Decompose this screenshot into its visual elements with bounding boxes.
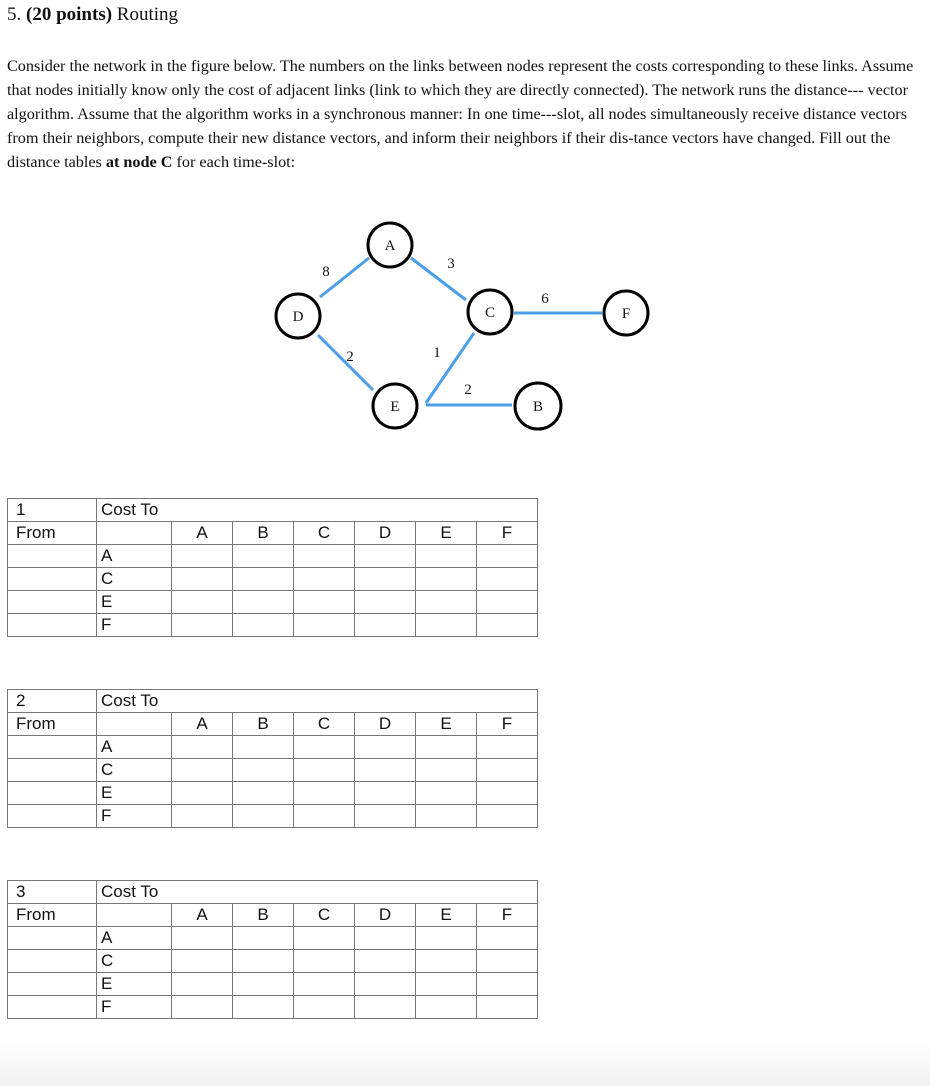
distance-table-slot-1 (7, 498, 538, 637)
row-header: C (97, 950, 172, 973)
table-row (8, 614, 538, 637)
question-points: (20 points) (26, 4, 113, 25)
table-cell[interactable] (477, 614, 538, 637)
cost-to-header: Cost To (97, 881, 538, 904)
slot-number: 3 (8, 881, 97, 904)
table-cell[interactable] (294, 996, 355, 1019)
network-links (318, 258, 602, 405)
table-cell[interactable] (355, 759, 416, 782)
link-c-f-cost: 6 (541, 291, 549, 307)
table-cell[interactable] (294, 950, 355, 973)
table-cell[interactable] (355, 782, 416, 805)
table-cell[interactable] (355, 736, 416, 759)
table-cell[interactable] (477, 805, 538, 828)
table-cell[interactable] (172, 614, 233, 637)
table-cell[interactable] (355, 996, 416, 1019)
table-cell[interactable] (233, 545, 294, 568)
table-cell[interactable] (172, 973, 233, 996)
table-cell[interactable] (233, 973, 294, 996)
question-number: 5. (7, 4, 22, 25)
table-cell[interactable] (477, 568, 538, 591)
table-cell[interactable] (233, 996, 294, 1019)
question-title: Routing (116, 4, 179, 25)
table-cell[interactable] (355, 950, 416, 973)
table-cell[interactable] (416, 568, 477, 591)
col-header: E (416, 522, 477, 545)
table-cell[interactable] (477, 950, 538, 973)
row-header: E (97, 782, 172, 805)
node-a-label: A (384, 238, 396, 254)
table-cell[interactable] (416, 736, 477, 759)
table-cell[interactable] (233, 782, 294, 805)
table-cell[interactable] (294, 736, 355, 759)
table-cell[interactable] (416, 782, 477, 805)
table-cell[interactable] (416, 545, 477, 568)
table-cell[interactable] (416, 805, 477, 828)
link-e-b-cost: 2 (464, 382, 472, 398)
col-header: A (172, 522, 233, 545)
row-header: A (97, 545, 172, 568)
table-cell[interactable] (477, 545, 538, 568)
row-header: A (97, 927, 172, 950)
table-cell[interactable] (355, 568, 416, 591)
slot-number: 2 (8, 690, 97, 713)
table-row (8, 568, 538, 591)
node-d-label: D (292, 309, 304, 325)
table-cell[interactable] (233, 805, 294, 828)
table-row (8, 736, 538, 759)
col-header: D (355, 522, 416, 545)
table-cell[interactable] (416, 759, 477, 782)
col-header: D (355, 904, 416, 927)
network-node-circles (276, 223, 648, 429)
col-header: E (416, 904, 477, 927)
table-cell[interactable] (172, 568, 233, 591)
table-row (8, 591, 538, 614)
node-c-label: C (484, 305, 496, 321)
table-cell[interactable] (233, 927, 294, 950)
from-header: From (8, 522, 97, 545)
table-row (8, 996, 538, 1019)
col-header: A (172, 904, 233, 927)
table-cell[interactable] (233, 736, 294, 759)
row-header: A (97, 736, 172, 759)
table-cell[interactable] (294, 782, 355, 805)
row-header: F (97, 614, 172, 637)
table-row (8, 950, 538, 973)
table-cell[interactable] (355, 805, 416, 828)
table-cell[interactable] (172, 805, 233, 828)
table-cell[interactable] (355, 614, 416, 637)
table-row (8, 805, 538, 828)
table-cell[interactable] (172, 591, 233, 614)
paragraph-end: for each time-slot: (176, 153, 296, 171)
node-f-label: F (621, 306, 631, 322)
link-d-e-cost: 2 (346, 349, 354, 365)
col-header: A (172, 713, 233, 736)
table-cell[interactable] (355, 545, 416, 568)
table-cell[interactable] (172, 996, 233, 1019)
col-header: F (477, 713, 538, 736)
table-cell[interactable] (477, 996, 538, 1019)
table-cell[interactable] (294, 545, 355, 568)
table-cell[interactable] (477, 736, 538, 759)
table-cell[interactable] (172, 736, 233, 759)
table-cell[interactable] (355, 973, 416, 996)
paragraph-start: Consider the network in the figure below. The numbers on the links between nodes represent the costs corresponding to these links. Assume that nodes initially know only the cost of adjacent links (link to which they are directly connected). The network runs the distance--- vector algorithm. Assume that the algorithm works in a synchronous manner: In one time---slot, all nodes simultaneously receive distance vectors from their neighbors, compute their new distance vectors, and inform their neighbors if their dis-tance vectors have changed. Fill out the distance tables (7, 57, 914, 171)
table-cell[interactable] (355, 591, 416, 614)
table-cell[interactable] (294, 568, 355, 591)
table-cell[interactable] (416, 591, 477, 614)
col-header: D (355, 713, 416, 736)
table-cell[interactable] (477, 927, 538, 950)
node-b-label: B (532, 399, 544, 415)
table-cell[interactable] (233, 759, 294, 782)
link-a-c-cost: 3 (447, 256, 455, 272)
table-cell[interactable] (233, 950, 294, 973)
col-header: C (294, 522, 355, 545)
table-cell[interactable] (294, 591, 355, 614)
col-header: F (477, 522, 538, 545)
table-row (8, 545, 538, 568)
table-cell[interactable] (477, 973, 538, 996)
row-header: C (97, 759, 172, 782)
col-header: C (294, 713, 355, 736)
table-cell[interactable] (416, 614, 477, 637)
distance-table-slot-3 (7, 880, 538, 1019)
table-cell[interactable] (172, 782, 233, 805)
table-cell[interactable] (172, 950, 233, 973)
row-header: F (97, 996, 172, 1019)
row-header: F (97, 805, 172, 828)
table-row (8, 973, 538, 996)
table-cell[interactable] (294, 614, 355, 637)
table-cell[interactable] (172, 927, 233, 950)
from-header: From (8, 713, 97, 736)
table-cell[interactable] (233, 614, 294, 637)
cost-to-header: Cost To (97, 690, 538, 713)
table-cell[interactable] (233, 591, 294, 614)
from-header: From (8, 904, 97, 927)
table-cell[interactable] (416, 950, 477, 973)
table-row (8, 782, 538, 805)
cost-to-header: Cost To (97, 499, 538, 522)
col-header: C (294, 904, 355, 927)
network-diagram (0, 0, 930, 470)
col-header: E (416, 713, 477, 736)
distance-table-slot-2 (7, 689, 538, 828)
node-e-label: E (390, 399, 400, 415)
table-cell[interactable] (294, 927, 355, 950)
table-cell[interactable] (416, 996, 477, 1019)
table-row (8, 927, 538, 950)
table-cell[interactable] (172, 759, 233, 782)
row-header: C (97, 568, 172, 591)
table-cell[interactable] (477, 782, 538, 805)
table-cell[interactable] (172, 545, 233, 568)
paragraph-bold: at node C (105, 153, 173, 171)
table-cell[interactable] (294, 805, 355, 828)
table-cell[interactable] (294, 973, 355, 996)
table-cell[interactable] (477, 759, 538, 782)
table-cell[interactable] (355, 927, 416, 950)
col-header: B (233, 522, 294, 545)
col-header: F (477, 904, 538, 927)
table-row (8, 759, 538, 782)
table-cell[interactable] (294, 759, 355, 782)
table-cell[interactable] (477, 591, 538, 614)
row-header: E (97, 591, 172, 614)
page-bottom-edge (0, 1040, 930, 1086)
row-header: E (97, 973, 172, 996)
slot-number: 1 (8, 499, 97, 522)
col-header: B (233, 713, 294, 736)
col-header: B (233, 904, 294, 927)
link-a-c (411, 258, 466, 300)
link-d-a-cost: 8 (322, 264, 330, 280)
link-e-c-cost: 1 (433, 345, 441, 361)
table-cell[interactable] (416, 973, 477, 996)
table-cell[interactable] (416, 927, 477, 950)
table-cell[interactable] (233, 568, 294, 591)
